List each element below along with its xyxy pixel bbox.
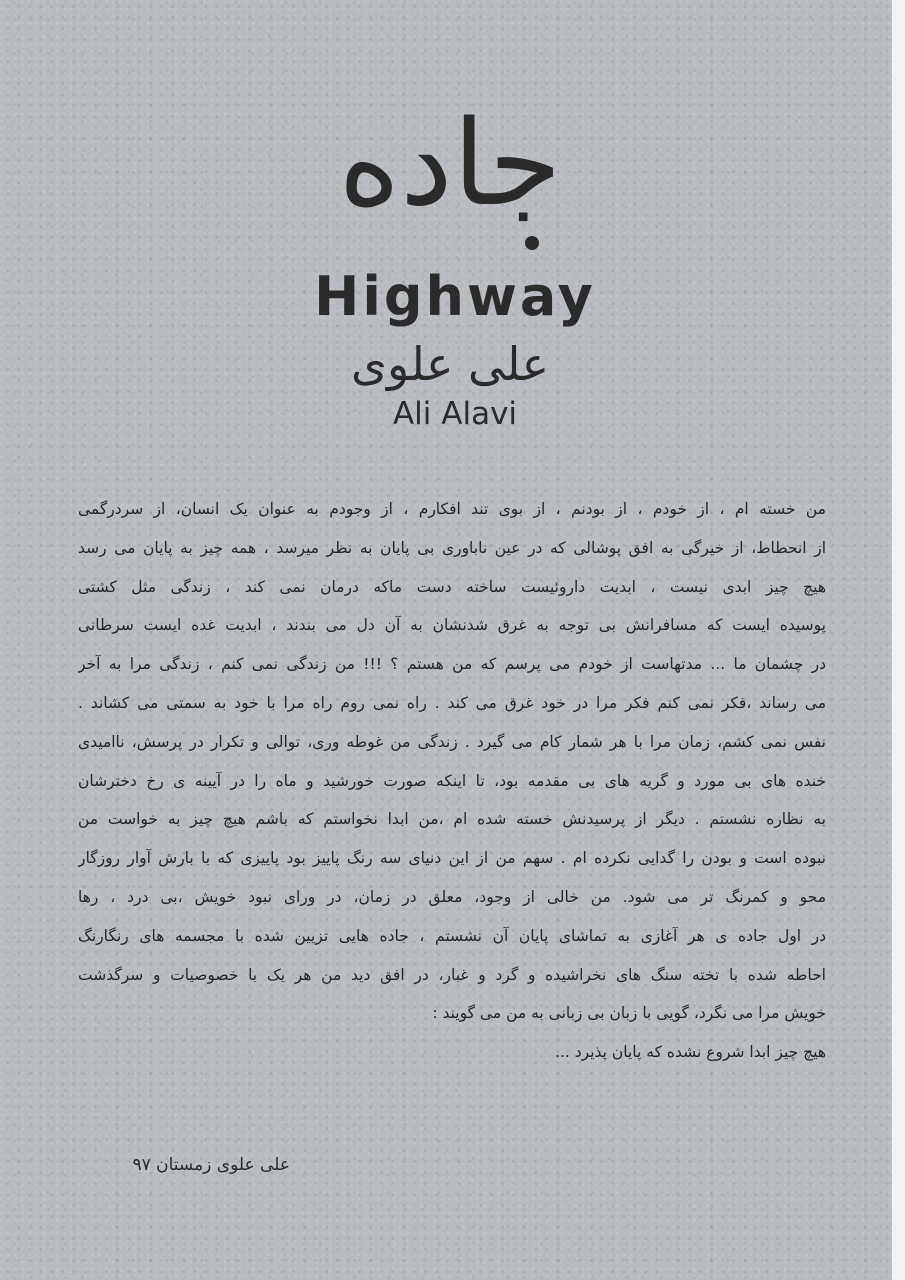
- body-line: در اول جاده ی هر آغازی به تماشای پایان آن نشستم ، جاده هایی تزیین شده با مجسمه های رنگارنگ: [78, 926, 826, 945]
- author-english: Ali Alavi: [392, 396, 518, 432]
- body-line: به نظاره نشستم . دیگر از پرسیدنش خسته شده ام ،من ابدا نخواستم که باشم هیچ چیز به خواست من: [78, 810, 826, 829]
- body-line: می رساند ،فکر نمی کنم فکر مرا در خود غرق می کند . راه نمی روم راه مرا با خود به سمتی می کشاند .: [78, 693, 826, 712]
- title-persian: جاده: [338, 94, 562, 232]
- body-line: نبوده است و بودن را گدایی نکرده ام . سهم من از این دنیای سه رنگ پاییز بود پاییزی که با بارش آوار روزگار: [78, 849, 826, 868]
- body-line: در چشمان ما ... مدتهاست از خودم می پرسم که من هستم ؟ !!! من زندگی نمی کنم ، زندگی مرا به آخر: [78, 655, 826, 674]
- body-line: خویش مرا می نگرد، گویی با زبان بی زبانی به من می گویند :: [432, 1004, 826, 1023]
- body-line: خنده های بی مورد و گریه های بی مقدمه بود، تا اینکه صورت خورشید و ماه را در آیینه ی رخ دخترشان: [78, 771, 826, 790]
- body-line: هیچ چیز ابدا شروع نشده که پایان پذیرد ...: [555, 1043, 826, 1062]
- title-english: Highway: [314, 265, 596, 328]
- body-text: [78, 490, 826, 1072]
- body-line: هیچ چیز ابدی نیست ، ابدیت داروئیست ساخته دست ماکه درمان نمی کند ، زندگی مثل کشتی: [78, 577, 826, 596]
- title-dot-decoration: [525, 236, 539, 250]
- body-line: من خسته ام ، از خودم ، از بودنم ، از بوی تند افکارم ، از وجودم به عنوان یک انسان، از سردرگمی: [78, 500, 826, 518]
- body-line: احاطه شده با تخته سنگ های نخراشیده و گرد و غبار، در افق دید من هر یک با خصوصیات و سرگذشت: [78, 965, 826, 984]
- author-persian: علی علوی: [350, 337, 550, 391]
- body-line: از انحطاط، از خیرگی به افق پوشالی که در عین ناباوری بی پایان به نظر میرسد ، همه چیز به پایان می رسد: [78, 538, 826, 557]
- signature: علی علوی زمستان ۹۷: [132, 1155, 290, 1175]
- body-line: پوسیده ایست که مسافرانش بی توجه به غرق شدنشان به آن دل می بندند ، ابدیت غده ایست سرطانی: [78, 616, 826, 635]
- body-line: محو و کمرنگ تر می شود. من خالی از وجود، معلق در زمان، در ورای نبود خویش ،بی درد ، رها: [78, 887, 826, 906]
- body-line: نفس نمی کشم، زمان مرا با هر شمار کام می گیرد . زندگی من غوطه وری، توالی و تکرار در پرسش، ناامیدی: [78, 732, 826, 751]
